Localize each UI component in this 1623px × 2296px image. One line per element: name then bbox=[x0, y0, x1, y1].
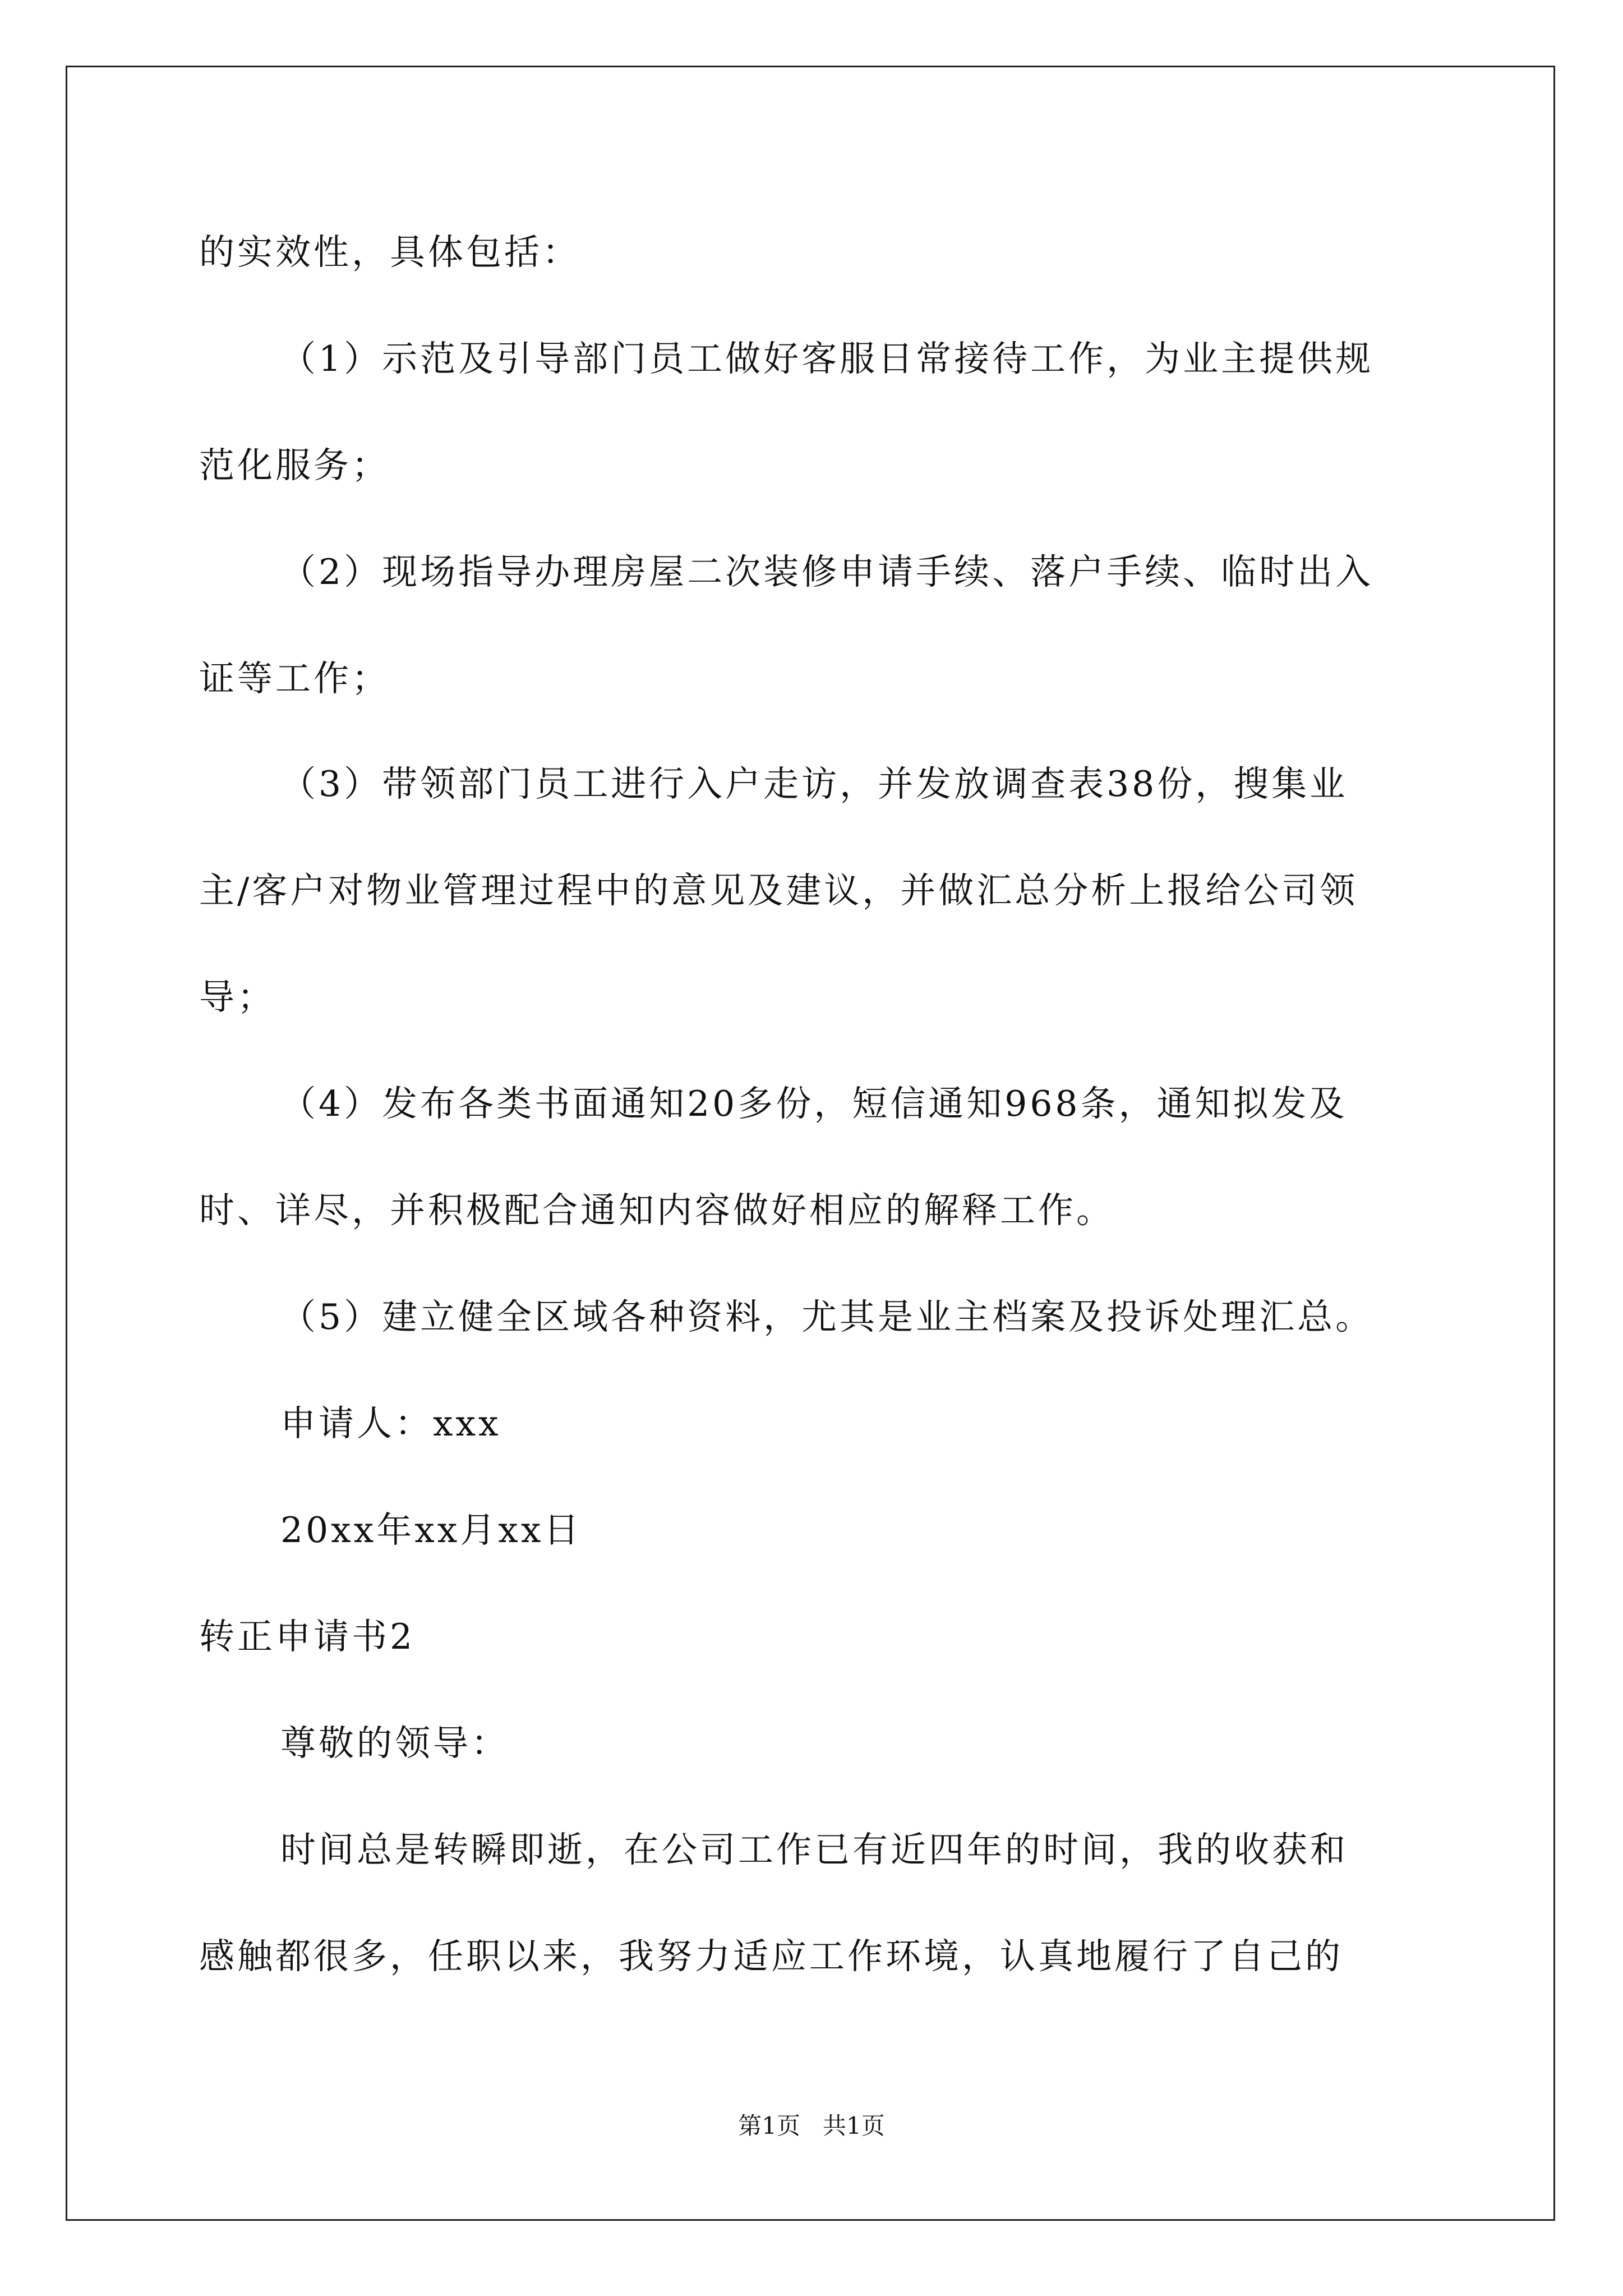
text-line: 导； bbox=[199, 977, 275, 1018]
text-line: （5）建立健全区域各种资料，尤其是业主档案及投诉处理汇总。 bbox=[280, 1296, 1374, 1337]
text-line: 时、详尽，并积极配合通知内容做好相应的解释工作。 bbox=[199, 1190, 1114, 1231]
text-line: （1）示范及引导部门员工做好客服日常接待工作，为业主提供规 bbox=[280, 338, 1374, 379]
page-border bbox=[66, 66, 1555, 2221]
text-line: （2）现场指导办理房屋二次装修申请手续、落户手续、临时出入 bbox=[280, 551, 1374, 592]
text-line: 时间总是转瞬即逝，在公司工作已有近四年的时间，我的收获和 bbox=[280, 1829, 1348, 1870]
text-line: 的实效性，具体包括： bbox=[199, 232, 580, 273]
text-line: 主/客户对物业管理过程中的意见及建议，并做汇总分析上报给公司领 bbox=[199, 870, 1358, 911]
page-footer: 第1页 共1页 bbox=[738, 2112, 885, 2139]
applicant-line: 申请人：xxx bbox=[280, 1403, 501, 1444]
text-line: 范化服务； bbox=[199, 445, 390, 486]
date-line: 20xx年xx月xx日 bbox=[280, 1510, 582, 1550]
section-heading: 转正申请书2 bbox=[199, 1616, 416, 1657]
text-line: （4）发布各类书面通知20多份，短信通知968条，通知拟发及 bbox=[280, 1083, 1348, 1124]
text-line: （3）带领部门员工进行入户走访，并发放调查表38份，搜集业 bbox=[280, 763, 1348, 804]
text-line: 证等工作； bbox=[199, 658, 390, 699]
salutation: 尊敬的领导： bbox=[280, 1723, 509, 1764]
text-line: 感触都很多，任职以来，我努力适应工作环境，认真地履行了自己的 bbox=[199, 1936, 1343, 1977]
